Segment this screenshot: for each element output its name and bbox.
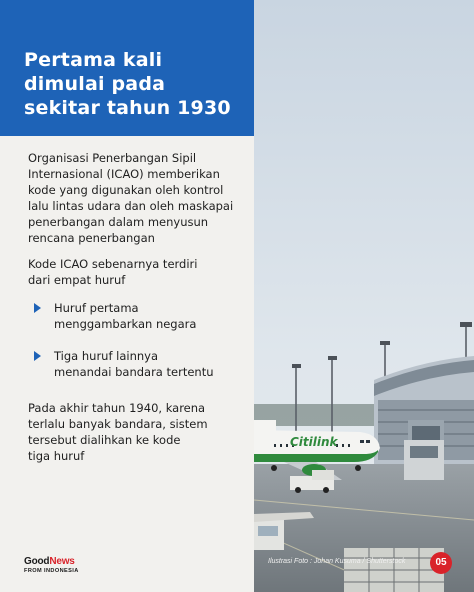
page-number-badge: 05	[430, 552, 452, 574]
paragraph-line: lalu lintas udara dan oleh maskapai	[28, 199, 234, 213]
paragraph-line: Organisasi Penerbangan Sipil	[28, 151, 197, 165]
paragraph-line: tiga huruf	[28, 449, 85, 463]
logo-word-news: News	[49, 556, 75, 567]
airline-livery-text: Citilink	[290, 435, 338, 449]
paragraph-line: kode yang digunakan oleh kontrol	[28, 183, 224, 197]
bullet-line: menggambarkan negara	[54, 317, 197, 331]
title-line: dimulai pada	[24, 73, 166, 95]
paragraph-line: Kode ICAO sebenarnya terdiri	[28, 257, 198, 271]
bullet-line: menandai bandara tertentu	[54, 365, 214, 379]
bullet-line: Huruf pertama	[54, 301, 139, 315]
bullet-line: Tiga huruf lainnya	[54, 349, 159, 363]
logo-subtitle: FROM INDONESIA	[24, 568, 79, 574]
photo-credit: Ilustrasi Foto : Johan Kusuma / Shutterstock	[268, 558, 406, 565]
paragraph-line: rencana penerbangan	[28, 231, 155, 245]
title-banner	[0, 0, 254, 136]
paragraph-line: terlalu banyak bandara, sistem	[28, 417, 208, 431]
title-line: sekitar tahun 1930	[24, 97, 231, 119]
logo-word-good: Good	[24, 556, 50, 567]
paragraph-line: dari empat huruf	[28, 273, 126, 287]
paragraph-line: tersebut dialihkan ke kode	[28, 433, 181, 447]
paragraph-icao-intro	[28, 150, 252, 246]
goodnews-logo	[24, 556, 104, 576]
triangle-bullet-icon	[34, 303, 41, 313]
paragraph-line: Internasional (ICAO) memberikan	[28, 167, 220, 181]
bullet-three-letters	[34, 348, 252, 382]
paragraph-four-letters	[28, 256, 252, 288]
paragraph-1940-change	[28, 400, 252, 464]
triangle-bullet-icon	[34, 351, 41, 361]
airport-photo	[254, 0, 474, 592]
title-line: Pertama kali	[24, 49, 163, 71]
paragraph-line: penerbangan dalam menyusun	[28, 215, 209, 229]
page-title	[24, 48, 246, 120]
paragraph-line: Pada akhir tahun 1940, karena	[28, 401, 206, 415]
bullet-first-letter	[34, 300, 252, 334]
